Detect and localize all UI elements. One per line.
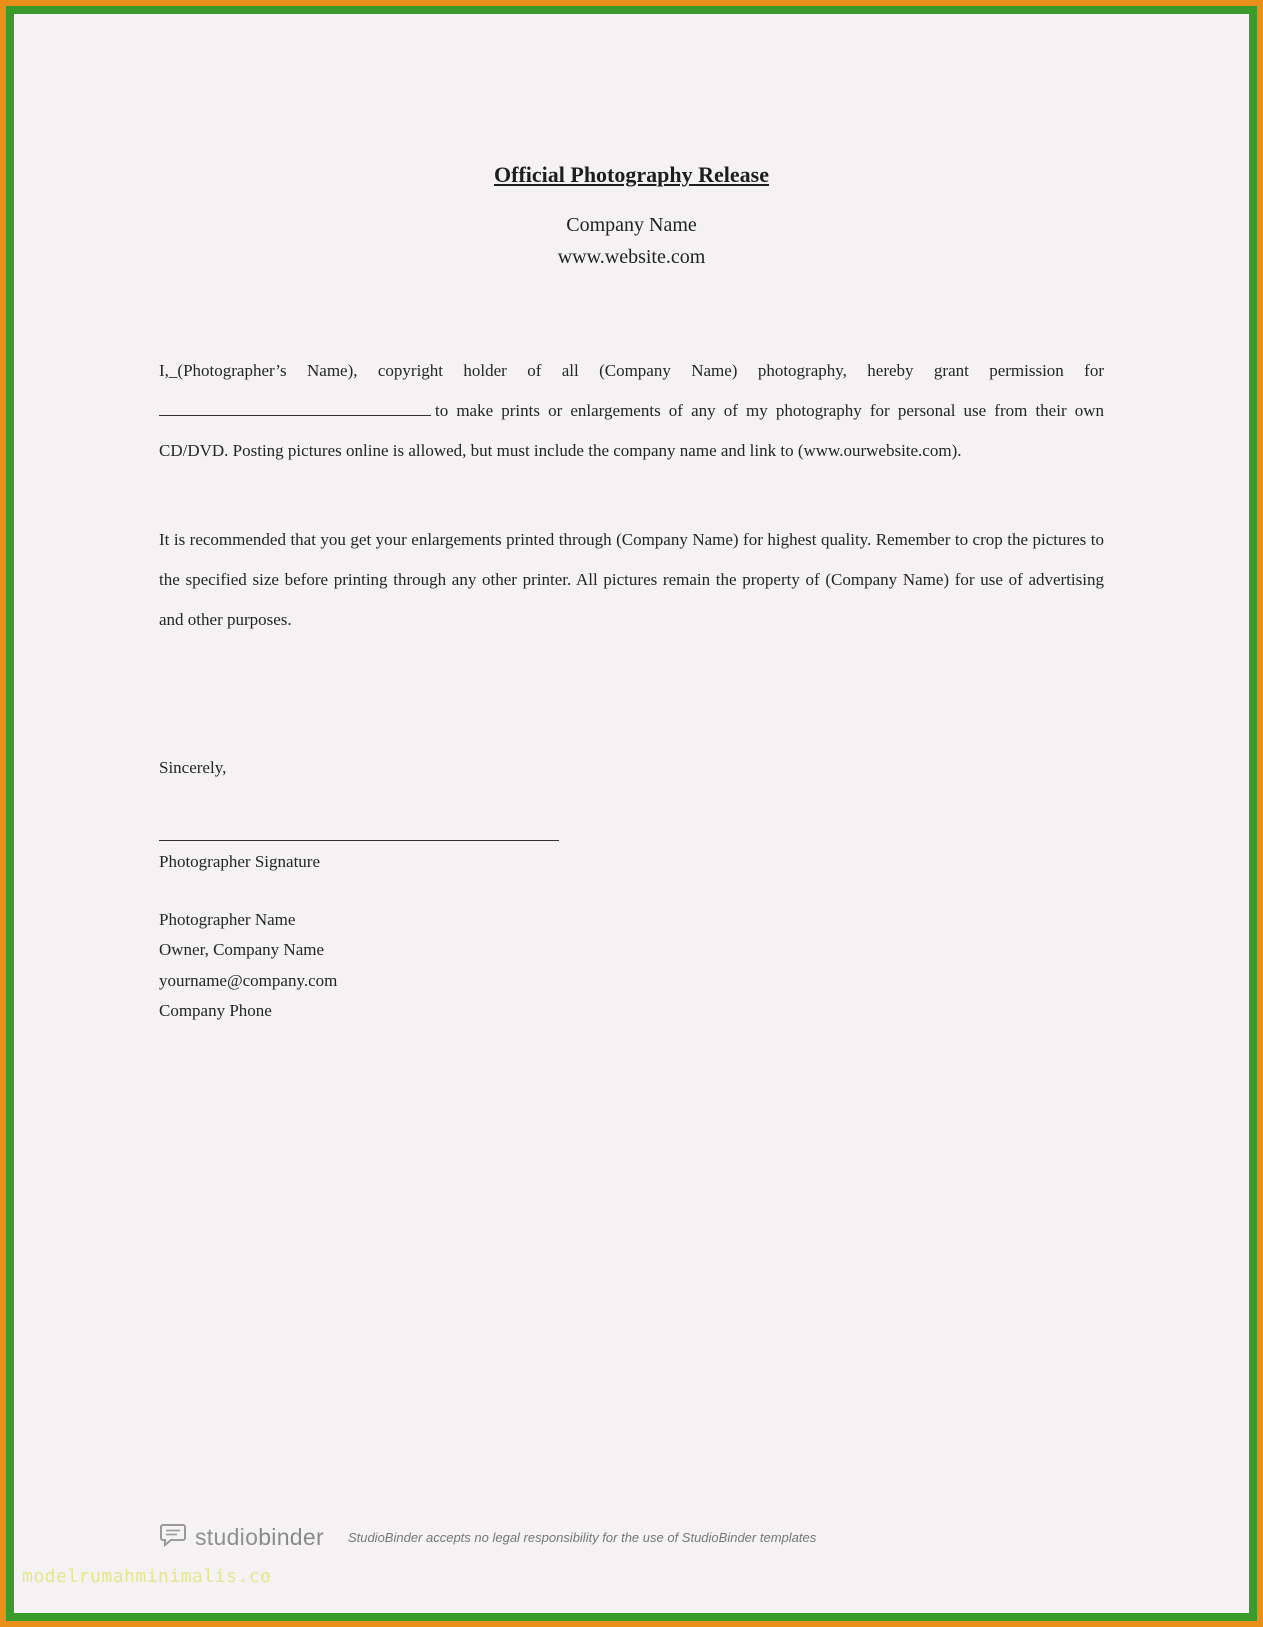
recommendation-paragraph: It is recommended that you get your enlargements printed through (Company Name) for highest quality. Remember to crop the pictures to the specified size before printing through any other printer. All pictures remain the property of (Company Name) for use of advertising and other purposes. (159, 530, 1104, 629)
brand-bold: binder (258, 1523, 324, 1550)
contact-title: Owner, Company Name (159, 940, 325, 959)
studiobinder-wordmark (195, 1524, 324, 1551)
signature-label: Photographer Signature (159, 852, 320, 871)
contact-phone: Company Phone (159, 1001, 272, 1020)
document-page (14, 14, 1249, 1613)
footer (159, 1520, 816, 1554)
recipient-blank-line (159, 397, 431, 416)
company-name: Company Name (566, 214, 697, 236)
contact-name: Photographer Name (159, 910, 296, 929)
chat-bubble-icon (159, 1522, 187, 1553)
brand-light: studio (195, 1523, 259, 1550)
footer-disclaimer: StudioBinder accepts no legal responsibility for the use of StudioBinder templates (347, 1529, 817, 1545)
studiobinder-logo (159, 1522, 324, 1553)
contact-email: yourname@company.com (159, 971, 338, 990)
permission-paragraph (159, 351, 1104, 471)
company-website: www.website.com (557, 246, 706, 268)
signature-line (159, 840, 559, 841)
site-watermark: modelrumahminimalis.co (22, 1566, 272, 1587)
closing-text: Sincerely, (159, 758, 227, 777)
permission-text-part1: I,_(Photographer’s Name), copyright holder of all (Company Name) photography, hereby grant permission for (159, 361, 1104, 380)
document-title: Official Photography Release (494, 162, 769, 187)
permission-text-part2: to make prints or enlargements of any of my photography for personal use from their own CD/DVD. Posting pictures online is allowed, but must include the company name and link to (www.ourwebsite.com). (159, 401, 1104, 460)
